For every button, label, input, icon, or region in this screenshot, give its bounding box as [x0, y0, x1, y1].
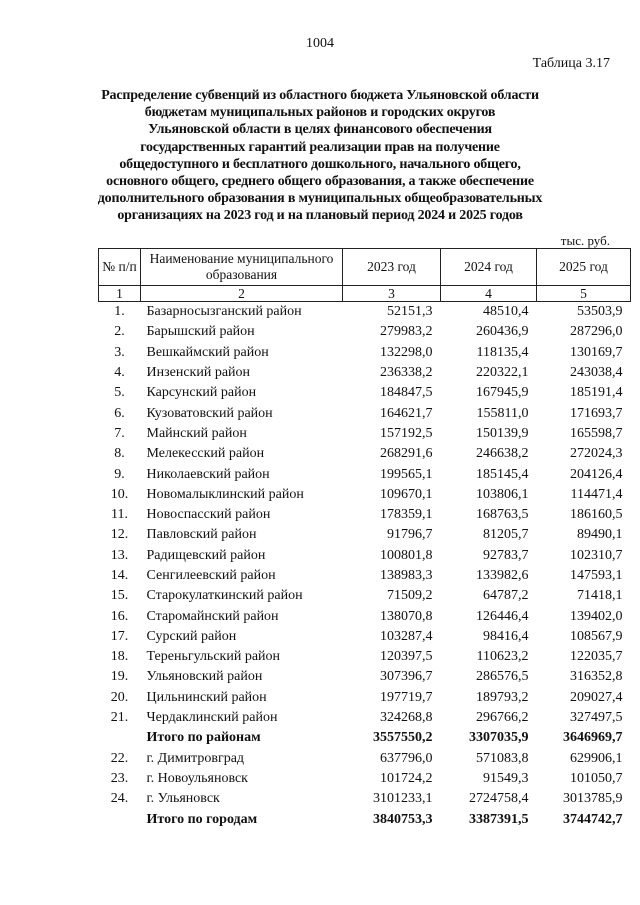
- table-row: [99, 343, 631, 363]
- value-2024: 92783,7: [483, 547, 529, 563]
- row-number: 11.: [111, 507, 128, 523]
- value-2023: 52151,3: [387, 304, 433, 320]
- value-2024: 133982,6: [476, 568, 529, 583]
- table-row: [99, 667, 631, 687]
- value-2023: 236338,2: [380, 365, 433, 381]
- value-2025: 243038,4: [570, 365, 623, 381]
- value-2023: 184847,5: [380, 385, 433, 401]
- value-2023: 100801,8: [380, 547, 433, 563]
- value-2023: 109670,1: [380, 486, 433, 502]
- value-2024: 571083,8: [476, 750, 529, 766]
- value-2025: 204126,4: [570, 466, 623, 482]
- row-number: 19.: [110, 669, 129, 685]
- row-number: 3.: [114, 344, 125, 360]
- value-2024: 260436,9: [476, 324, 529, 340]
- value-2023: 3101233,1: [373, 791, 433, 807]
- page-number: 1004: [306, 36, 334, 51]
- value-2025: 89490,1: [577, 527, 623, 543]
- table-row: [99, 485, 631, 505]
- value-2025: 3013785,9: [563, 791, 623, 807]
- value-2025: 101050,7: [570, 770, 623, 786]
- municipality-name: г. Димитровград: [146, 750, 245, 766]
- value-2024: 103806,1: [476, 486, 529, 502]
- value-2023: 132298,0: [380, 344, 433, 360]
- column-number-row: [99, 286, 631, 302]
- header-no: № п/п: [99, 249, 141, 286]
- title-line: Распределение субвенций из областного бюджета Ульяновской области: [101, 88, 539, 103]
- row-number: 24.: [110, 791, 129, 807]
- value-2025: 71418,1: [577, 588, 623, 604]
- value-2023: 157192,5: [380, 425, 433, 441]
- municipality-name: Карсунский район: [146, 385, 257, 401]
- total-row: [99, 728, 631, 748]
- value-2025: 102310,7: [570, 547, 623, 563]
- value-2025: 122035,7: [570, 649, 623, 665]
- row-number: 10.: [110, 486, 129, 502]
- value-2023: 138070,8: [380, 608, 433, 624]
- column-number: 1: [99, 286, 141, 302]
- municipality-name: Инзенский район: [146, 365, 251, 381]
- value-2024: 3307035,9: [469, 730, 529, 746]
- value-2023: 178359,1: [380, 507, 433, 523]
- value-2024: 81205,7: [483, 527, 529, 543]
- row-number: 12.: [110, 527, 129, 543]
- title-line: государственных гарантий реализации прав на получение: [140, 139, 500, 155]
- value-2025: 629906,1: [570, 750, 623, 766]
- value-2024: 118135,4: [476, 344, 529, 360]
- value-2024: 189793,2: [476, 689, 529, 705]
- table-row: [99, 525, 631, 545]
- value-2024: 246638,2: [476, 446, 529, 462]
- value-2025: 327497,5: [570, 710, 623, 726]
- header-2023: 2023 год: [343, 249, 441, 286]
- municipality-name: Майнский район: [146, 425, 247, 441]
- table-row: [99, 444, 631, 464]
- value-2023: 103287,4: [380, 628, 433, 644]
- municipality-name: Барышский район: [146, 324, 255, 340]
- table-row: [99, 688, 631, 708]
- value-2024: 155811,0: [476, 405, 529, 421]
- title-line: организациях на 2023 год и на плановый период 2024 и 2025 годов: [117, 208, 523, 224]
- row-number: 1.: [114, 304, 125, 320]
- row-number: 14.: [110, 568, 129, 583]
- municipality-name: Старокулаткинский район: [146, 588, 303, 604]
- header-2025: 2025 год: [537, 249, 631, 286]
- row-number: 22.: [110, 750, 129, 766]
- table-row: [99, 424, 631, 444]
- row-number: 18.: [110, 649, 129, 665]
- value-2025: 185191,4: [570, 385, 623, 401]
- value-2024: 168763,5: [476, 507, 529, 523]
- value-2023: 268291,6: [380, 446, 433, 462]
- value-2025: 147593,1: [570, 568, 623, 583]
- value-2024: 150139,9: [476, 425, 529, 441]
- value-2023: 3557550,2: [373, 730, 433, 746]
- value-2024: 220322,1: [476, 365, 529, 381]
- table-row: [99, 749, 631, 769]
- table-row: [99, 546, 631, 566]
- row-number: 8.: [114, 446, 125, 462]
- table-title: [85, 87, 555, 225]
- municipality-name: г. Ульяновск: [146, 791, 220, 807]
- municipality-name: Павловский район: [146, 527, 257, 543]
- header-row: [99, 249, 631, 286]
- column-number: 2: [141, 286, 343, 302]
- value-2024: 110623,2: [476, 649, 529, 665]
- municipality-name: Вешкаймский район: [146, 344, 269, 360]
- value-2023: 101724,2: [380, 770, 433, 786]
- row-number: 13.: [110, 547, 129, 563]
- table-label: Таблица 3.17: [532, 56, 610, 71]
- value-2025: 209027,4: [570, 689, 623, 705]
- value-2023: 3840753,3: [373, 811, 433, 827]
- value-2025: 272024,3: [570, 446, 623, 462]
- value-2023: 279983,2: [380, 324, 433, 340]
- value-2024: 286576,5: [476, 669, 529, 685]
- header-2024: 2024 год: [441, 249, 537, 286]
- title-line: Ульяновской области в целях финансового обеспечения: [148, 122, 492, 138]
- column-number: 4: [441, 286, 537, 302]
- municipality-name: Сенгилеевский район: [146, 568, 276, 583]
- value-2023: 91796,7: [387, 527, 433, 543]
- value-2025: 165598,7: [570, 425, 623, 441]
- row-number: 16.: [110, 608, 129, 624]
- table-row: [99, 363, 631, 383]
- value-2025: 186160,5: [570, 507, 623, 523]
- value-2025: 108567,9: [570, 628, 623, 644]
- title-line: бюджетам муниципальных районов и городских округов: [144, 105, 496, 121]
- row-number: 4.: [114, 365, 125, 381]
- row-number: 7.: [114, 425, 125, 441]
- table-row: [99, 566, 631, 586]
- value-2025: 53503,9: [577, 304, 623, 320]
- municipality-name: Старомайнский район: [146, 608, 279, 624]
- value-2025: 130169,7: [570, 344, 623, 360]
- value-2023: 71509,2: [387, 588, 433, 604]
- municipality-name: Цильнинский район: [146, 689, 267, 705]
- value-2024: 2724758,4: [469, 791, 529, 807]
- municipality-name: Новомалыклинский район: [146, 486, 304, 502]
- value-2023: 307396,7: [380, 669, 433, 685]
- row-number: [99, 728, 141, 748]
- header-name: Наименование муниципального образования: [141, 249, 343, 286]
- table-row: [99, 302, 631, 323]
- table-row: [99, 383, 631, 403]
- table-row: [99, 708, 631, 728]
- municipality-name: Тереньгульский район: [146, 649, 281, 665]
- municipality-name: Чердаклинский район: [146, 710, 278, 726]
- value-2023: 164621,7: [380, 405, 433, 421]
- row-number: 20.: [110, 689, 129, 705]
- subsidy-table: [98, 248, 631, 830]
- column-number: 3: [343, 286, 441, 302]
- row-number: [99, 809, 141, 829]
- row-number: 17.: [110, 628, 129, 644]
- row-number: 5.: [114, 385, 125, 401]
- municipality-name: Радищевский район: [146, 547, 266, 563]
- value-2025: 114471,4: [570, 486, 623, 502]
- row-number: 21.: [110, 710, 129, 726]
- value-2023: 637796,0: [380, 750, 433, 766]
- table-row: [99, 627, 631, 647]
- value-2025: 139402,0: [570, 608, 623, 624]
- value-2024: 296766,2: [476, 710, 529, 726]
- value-2024: 185145,4: [476, 466, 529, 482]
- value-2024: 3387391,5: [469, 811, 529, 827]
- row-number: 6.: [114, 405, 125, 421]
- value-2023: 120397,5: [380, 649, 433, 665]
- table-row: [99, 647, 631, 667]
- municipality-name: Ульяновский район: [146, 669, 263, 685]
- value-2024: 48510,4: [483, 304, 529, 320]
- municipality-name: Мелекесский район: [146, 446, 265, 462]
- municipality-name: Сурский район: [146, 628, 237, 644]
- title-line: основного общего, среднего общего образования, а также обеспечение: [106, 174, 534, 190]
- value-2023: 138983,3: [380, 568, 433, 583]
- value-2025: 171693,7: [570, 405, 623, 421]
- table-row: [99, 586, 631, 606]
- municipality-name: г. Новоульяновск: [146, 770, 248, 786]
- value-2023: 324268,8: [380, 710, 433, 726]
- value-2024: 126446,4: [476, 608, 529, 624]
- value-2025: 3744742,7: [563, 811, 623, 827]
- table-row: [99, 505, 631, 525]
- value-2023: 199565,1: [380, 466, 433, 482]
- table-row: [99, 322, 631, 342]
- municipality-name: Новоспасский район: [146, 507, 271, 523]
- title-line: дополнительного образования в муниципальных общеобразовательных: [97, 191, 543, 207]
- value-2025: 3646969,7: [563, 730, 623, 746]
- table-row: [99, 403, 631, 423]
- value-2024: 98416,4: [483, 628, 529, 644]
- table-row: [99, 789, 631, 809]
- row-number: 15.: [110, 588, 129, 604]
- municipality-name: Итого по городам: [146, 811, 258, 827]
- value-2025: 316352,8: [570, 669, 623, 685]
- units-label: тыс. руб.: [560, 233, 610, 248]
- municipality-name: Кузоватовский район: [146, 405, 273, 421]
- table-row: [99, 464, 631, 484]
- value-2024: 167945,9: [476, 385, 529, 401]
- title-line: общедоступного и бесплатного дошкольного, начального общего,: [119, 156, 521, 172]
- row-number: 23.: [110, 770, 129, 786]
- value-2024: 64787,2: [483, 588, 529, 604]
- municipality-name: Итого по районам: [146, 730, 261, 746]
- column-number: 5: [537, 286, 631, 302]
- value-2023: 197719,7: [380, 689, 433, 705]
- row-number: 9.: [114, 466, 125, 482]
- table-row: [99, 769, 631, 789]
- municipality-name: Базарносызганский район: [146, 304, 302, 320]
- total-row: [99, 809, 631, 829]
- municipality-name: Николаевский район: [146, 466, 270, 482]
- row-number: 2.: [114, 324, 125, 340]
- value-2025: 287296,0: [570, 324, 623, 340]
- value-2024: 91549,3: [483, 770, 529, 786]
- table-row: [99, 606, 631, 626]
